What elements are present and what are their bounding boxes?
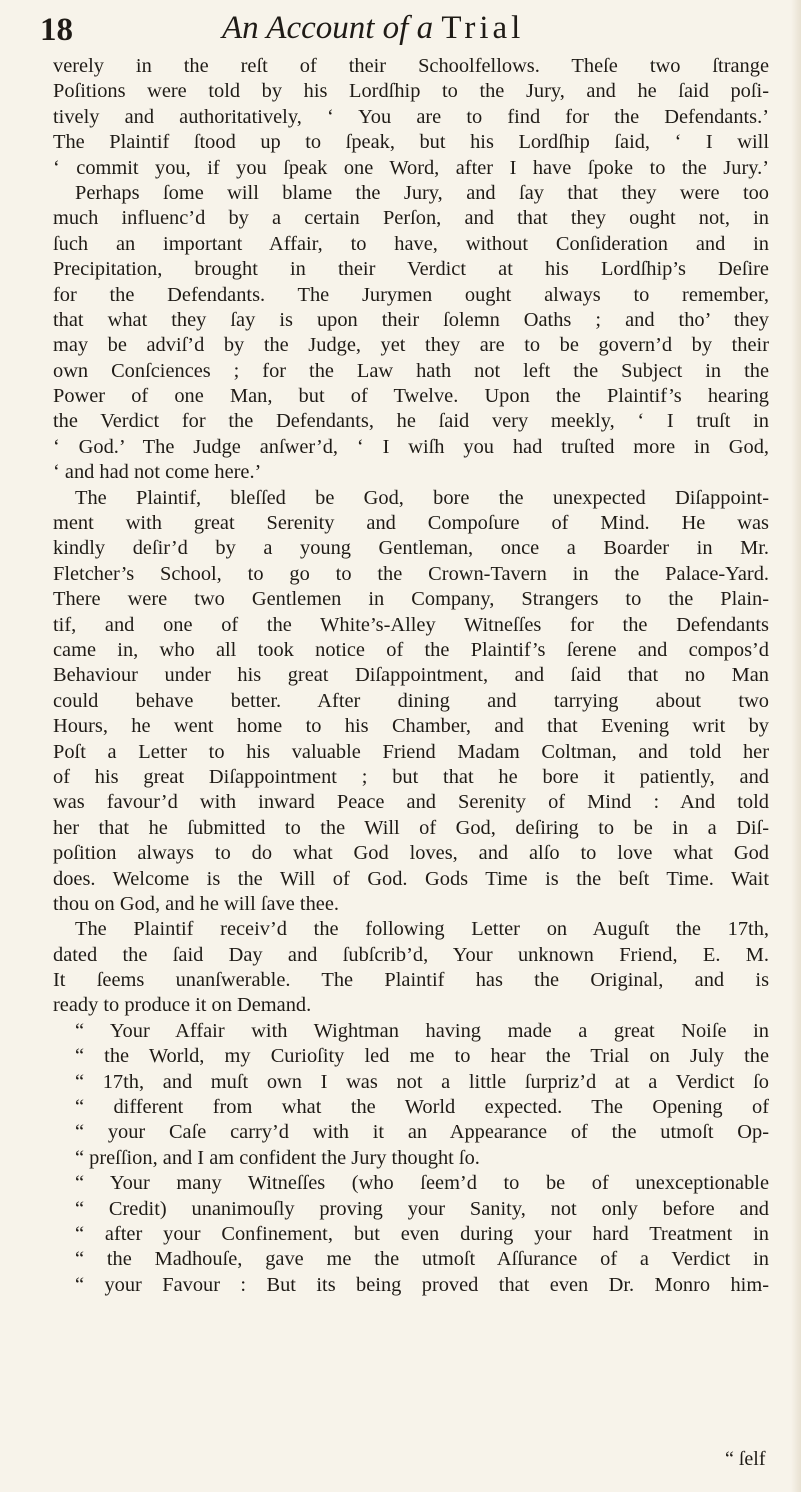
body-text [53, 54, 769, 1298]
text-line: dated the ſaid Day and ſubſcrib’d, Your unknown Friend, E. M. [53, 943, 769, 966]
text-line: her that he ſubmitted to the Will of God, deſiring to be in a Diſ- [53, 816, 769, 839]
page-edge [791, 0, 801, 1492]
text-line: may be adviſ’d by the Judge, yet they are to be govern’d by their [53, 334, 769, 357]
text-line: was favour’d with inward Peace and Serenity of Mind : And told [53, 791, 769, 814]
text-line: There were two Gentlemen in Company, Strangers to the Plain- [53, 588, 769, 611]
text-line: the Verdict for the Defendants, he ſaid very meekly, ‘ I truſt in [53, 410, 769, 433]
text-line: poſition always to do what God loves, and alſo to love what God [53, 842, 769, 865]
text-line: “ your Caſe carry’d with it an Appearance of the utmoſt Op- [75, 1121, 769, 1144]
text-line: “ Your many Witneſſes (who ſeem’d to be of unexceptionable [75, 1172, 769, 1195]
text-line: kindly deſir’d by a young Gentleman, once a Boarder in Mr. [53, 537, 769, 560]
text-line: The Plaintif, bleſſed be God, bore the unexpected Diſappoint- [75, 486, 769, 509]
text-line: verely in the reſt of their Schoolfellows. Theſe two ſtrange [53, 55, 769, 77]
text-line: came in, who all took notice of the Plaintif’s ſerene and compos’d [53, 638, 769, 661]
text-line: ſuch an important Affair, to have, without Conſideration and in [53, 232, 769, 255]
text-line: ‘ God.’ The Judge anſwer’d, ‘ I wiſh you had truſted more in God, [53, 435, 769, 458]
text-line: Precipitation, brought in their Verdict at his Lordſhip’s Deſire [53, 258, 769, 281]
text-line: tif, and one of the White’s-Alley Witneſſes for the Defendants [53, 613, 769, 636]
text-line: “ your Favour : But its being proved that even Dr. Monro him- [75, 1273, 769, 1296]
running-title [222, 10, 524, 47]
text-line: Perhaps ſome will blame the Jury, and ſay that they were too [75, 181, 769, 204]
text-line: ‘ commit you, if you ſpeak one Word, after I have ſpoke to the Jury.’ [53, 156, 769, 179]
text-line: does. Welcome is the Will of God. Gods Time is the beſt Time. Wait [53, 867, 769, 890]
text-line: ready to produce it on Demand. [53, 994, 312, 1017]
text-line: of his great Diſappointment ; but that he bore it patiently, and [53, 765, 769, 788]
text-line: Power of one Man, but of Twelve. Upon the Plaintif’s hearing [53, 385, 769, 408]
text-line: “ the Madhouſe, gave me the utmoſt Aſſurance of a Verdict in [75, 1248, 769, 1271]
text-line: “ different from what the World expected. The Opening of [75, 1096, 769, 1119]
text-line: much influenc’d by a certain Perſon, and that they ought not, in [53, 207, 769, 230]
running-title-caps: Trial [441, 10, 525, 46]
text-line: thou on God, and he will ſave thee. [53, 892, 339, 915]
running-header [40, 6, 770, 52]
text-line: ‘ and had not come here.’ [53, 461, 262, 484]
page-number: 18 [40, 12, 73, 48]
text-line: “ after your Confinement, but even during your hard Treatment in [75, 1222, 769, 1245]
text-line: “ Credit) unanimouſly proving your Sanity, not only before and [75, 1197, 769, 1220]
text-line: that what they ſay is upon their ſolemn Oaths ; and tho’ they [53, 308, 769, 331]
text-line: It ſeems unanſwerable. The Plaintif has the Original, and is [53, 969, 769, 992]
text-line: “ Your Affair with Wightman having made a great Noiſe in [75, 1019, 769, 1042]
text-line: “ preſſion, and I am confident the Jury thought ſo. [75, 1146, 480, 1169]
text-line: for the Defendants. The Jurymen ought always to remember, [53, 283, 769, 306]
text-line: Poſitions were told by his Lordſhip to the Jury, and he ſaid poſi- [53, 80, 769, 103]
text-line: ment with great Serenity and Compoſure of Mind. He was [53, 512, 769, 535]
text-line: own Conſciences ; for the Law hath not left the Subject in the [53, 359, 769, 382]
text-line: The Plaintif ſtood up to ſpeak, but his Lordſhip ſaid, ‘ I will [53, 131, 769, 154]
text-line: tively and authoritatively, ‘ You are to find for the Defendants.’ [53, 105, 769, 128]
text-line: Poſt a Letter to his valuable Friend Madam Coltman, and told her [53, 740, 769, 763]
text-line: Fletcher’s School, to go to the Crown-Tavern in the Palace-Yard. [53, 562, 769, 585]
catchword: “ ſelf [725, 1448, 766, 1470]
text-line: Behaviour under his great Diſappointment, and ſaid that no Man [53, 664, 769, 687]
text-line: The Plaintif receiv’d the following Letter on Auguſt the 17th, [75, 918, 769, 941]
running-title-italic: An Account of a [222, 10, 434, 46]
text-line: Hours, he went home to his Chamber, and that Evening writ by [53, 715, 769, 738]
text-line: “ 17th, and muſt own I was not a little ſurpriz’d at a Verdict ſo [75, 1070, 769, 1093]
text-line: could behave better. After dining and tarrying about two [53, 689, 769, 712]
text-line: “ the World, my Curioſity led me to hear the Trial on July the [75, 1045, 769, 1068]
